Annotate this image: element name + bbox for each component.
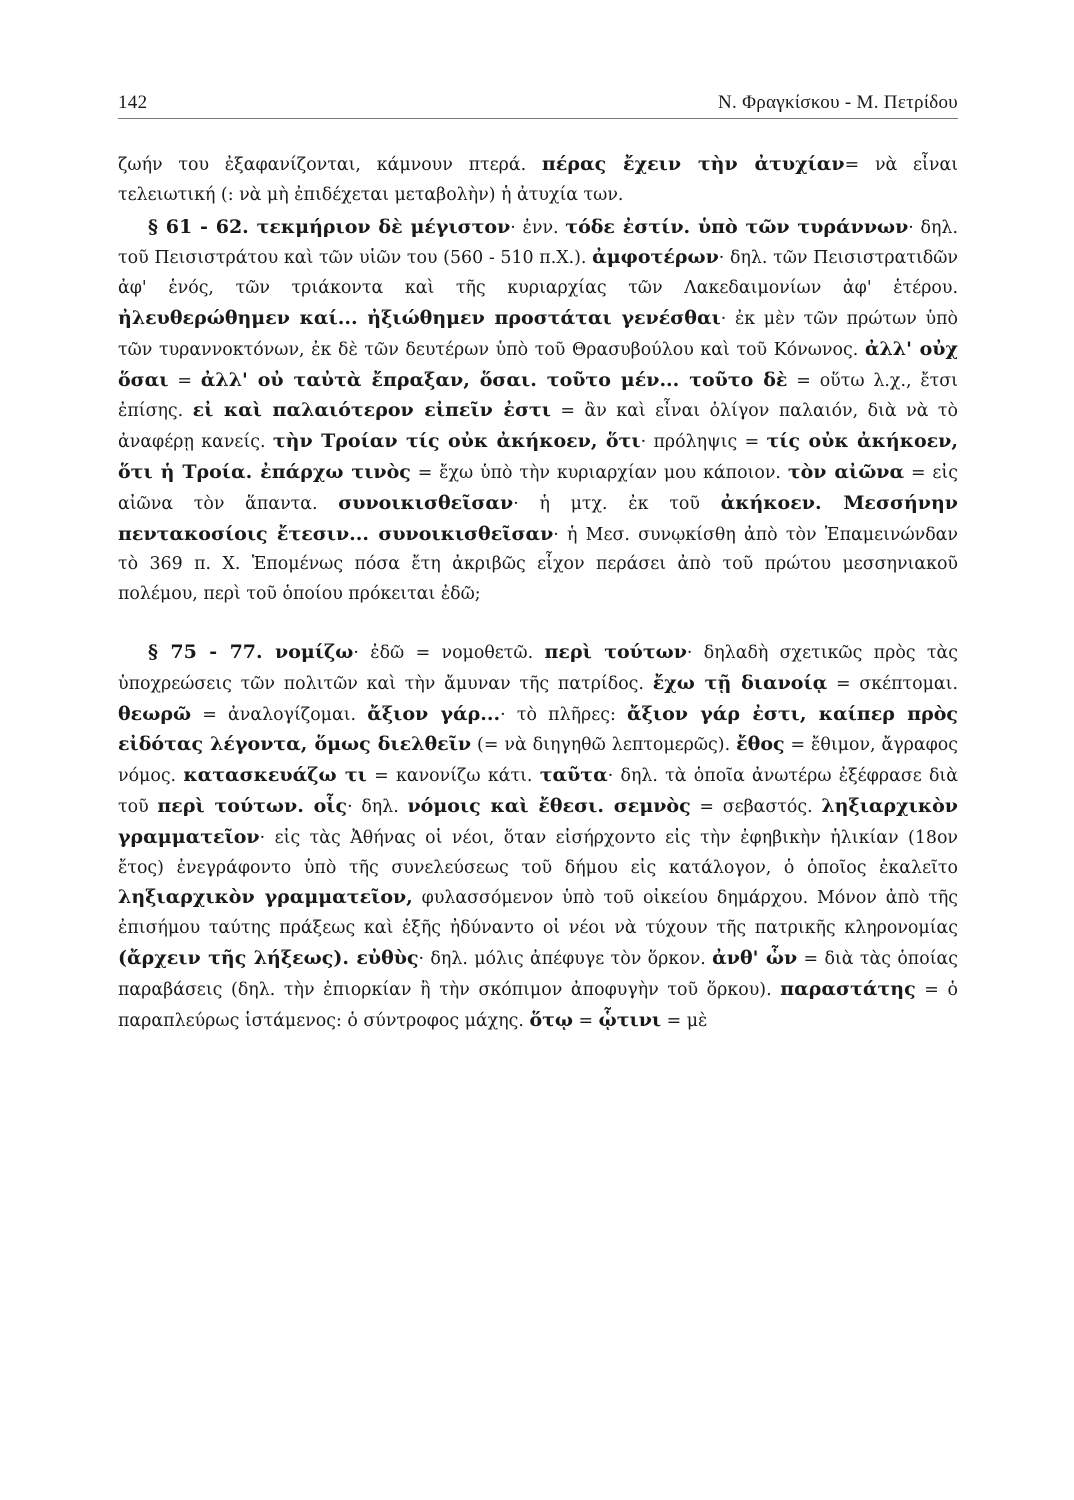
lemma-text: κατασκευάζω τι [183, 764, 367, 787]
gloss-text: = [573, 1010, 599, 1031]
gloss-text: · δηλ. τοῦ Πεισιστράτου καὶ τῶν υἱῶν του (560 - 510 π.Χ.). [118, 217, 958, 269]
gloss-text: = ὁ παραπλεύρως ἱστάμενος: ὁ σύντροφος μάχης. [118, 979, 958, 1031]
gloss-text: = ἂν καὶ εἶναι ὀλίγον παλαιόν, διὰ νὰ τὸ ἀναφέρῃ κανείς. [118, 401, 959, 453]
gloss-text: · δηλ. τῶν Πεισιστρατιδῶν ἀφ' ἑνός, τῶν τριάκοντα καὶ τῆς κυριαρχίας τῶν Λακεδαιμονίων ἀφ' ἑτέρου. [118, 248, 958, 299]
lemma-text: θεωρῶ [118, 702, 192, 725]
lemma-text: ἀνθ' ὧν [712, 946, 798, 969]
lemma-text: τὴν Τροίαν τίς οὐκ ἀκήκοεν, ὅτι [272, 430, 641, 453]
gloss-text: = σκέπτομαι. [827, 673, 958, 694]
gloss-text: = ἔθιμον, ἄγραφος νόμος. [118, 735, 959, 787]
gloss-text: · εἰς τὰς Ἀθήνας οἱ νέοι, ὅταν εἰσήρχοντο εἰς τὴν ἐφηβικὴν ἡλικίαν (18ον ἔτος) ἐνεγράφοντο ὑπὸ τῆς συνελεύσεως τοῦ δήμου εἰς κατάλογον, ὁ ὁποῖος ἐκαλεῖτο [118, 827, 958, 878]
gloss-text: = οὕτω λ.χ., ἔτσι ἐπίσης. [118, 370, 958, 422]
gloss-text: · ἐκ μὲν τῶν πρώτων ὑπὸ τῶν τυραννοκτόνων, ἐκ δὲ τῶν δευτέρων ὑπὸ τοῦ Θρασυβούλου καὶ τοῦ Κόνωνος. [118, 308, 958, 360]
gloss-text: · δηλ. [347, 796, 408, 817]
lemma-text: ἀλλ' οὐχ ὅσαι [118, 337, 958, 391]
lemma-text: ᾧτινι [598, 1008, 662, 1031]
lemma-text: ἀμφοτέρων [592, 246, 719, 269]
paragraph-3 [118, 638, 958, 1036]
lemma-text: ἄξιον γάρ ἐστι, καίπερ πρὸς εἰδότας λέγοντα, ὅμως διελθεῖν [118, 702, 958, 756]
page-number: 142 [118, 92, 148, 113]
gloss-text: = σεβαστός. [690, 796, 822, 817]
running-title: Ν. Φραγκίσκου - Μ. Πετρίδου [717, 92, 958, 113]
gloss-text: · ἡ μτχ. ἐκ τοῦ [513, 493, 721, 514]
lemma-text: ἠλευθερώθημεν καί... ἠξιώθημεν προστάται γενέσθαι [118, 306, 721, 329]
gloss-text: (= νὰ διηγηθῶ λεπτομερῶς). [471, 735, 737, 756]
gloss-text: = κανονίζω κάτι. [366, 766, 540, 787]
lemma-text: ἔθος [736, 733, 785, 756]
gloss-text: · πρόληψις = [640, 432, 767, 453]
lemma-text: συνοικισθεῖσαν [338, 491, 514, 514]
lemma-text: § 75 - 77. νομίζω [148, 640, 354, 663]
paragraph-2 [118, 213, 958, 610]
gloss-text: = [168, 370, 201, 391]
lemma-text: περὶ τούτων. οἷς [157, 794, 348, 817]
lemma-text: ἄξιον γάρ... [367, 702, 501, 725]
running-head [118, 92, 958, 119]
commentary-text [118, 150, 958, 1036]
gloss-text: = εἰς αἰῶνα τὸν ἅπαντα. [118, 462, 958, 514]
gloss-text: = μὲ [661, 1010, 708, 1031]
gloss-text: φυλασσόμενον ὑπὸ τοῦ οἰκείου δημάρχου. Μόνον ἀπὸ τῆς ἐπισήμου ταύτης πράξεως καὶ ἑξῆς ἠδύναντο οἱ νέοι νὰ τύχουν τῆς πατρικῆς κληρονομίας [118, 888, 958, 939]
lemma-text: ὅτῳ [529, 1008, 573, 1031]
gloss-text: · ἡ Μεσ. συνῳκίσθη ἀπὸ τὸν Ἐπαμεινώνδαν τὸ 369 π. Χ. Ἑπομένως πόσα ἔτη ἀκριβῶς εἶχον περάσει ἀπὸ τοῦ πρώτου μεσσηνιακοῦ πολέμου, περὶ τοῦ ὁποίου πρόκειται ἐδῶ; [118, 524, 959, 605]
gloss-text: = ἀναλογίζομαι. [191, 704, 368, 725]
gloss-text: = νὰ εἶναι τελειωτική (: νὰ μὴ ἐπιδέχεται μεταβολὴν) ἡ ἀτυχία των. [118, 155, 959, 205]
lemma-text: ἀλλ' οὐ ταὐτὰ ἔπραξαν, ὅσαι. τοῦτο μέν... τοῦτο δὲ [200, 368, 788, 391]
lemma-text: ληξιαρχικὸν γραμματεῖον, [118, 886, 413, 909]
lemma-text: παραστάτης [780, 977, 916, 1000]
gloss-text: = διὰ τὰς ὁποίας παραβάσεις (δηλ. τὴν ἐπιορκίαν ἢ τὴν σκόπιμον ἀποφυγὴν τοῦ ὅρκου). [118, 948, 958, 1000]
lemma-text: περὶ τούτων [544, 640, 687, 663]
gloss-text: = ἔχω ὑπὸ τὴν κυριαρχίαν μου κάποιον. [410, 462, 788, 483]
lemma-text: ληξιαρχικὸν γραμματεῖον [118, 794, 958, 848]
gloss-text: · δηλ. τὰ ὁποῖα ἀνωτέρω ἐξέφρασε διὰ τοῦ [118, 766, 958, 817]
lemma-text: § 61 - 62. τεκμήριον δὲ μέγιστον [148, 215, 511, 238]
lemma-text: τίς οὐκ ἀκήκοεν, ὅτι ἡ Τροία. ἐπάρχω τινὸς [118, 430, 958, 483]
gloss-text: · ἐνν. [510, 217, 566, 238]
lemma-text: (ἄρχειν τῆς λήξεως). εὐθὺς [118, 946, 419, 969]
lemma-text: εἰ καὶ παλαιότερον εἰπεῖν ἐστι [192, 399, 551, 422]
gloss-text: · ἐδῶ = νομοθετῶ. [353, 642, 545, 663]
lemma-text: τόδε ἐστίν. ὑπὸ τῶν τυράννων [565, 215, 909, 238]
lemma-text: πέρας ἔχειν τὴν ἀτυχίαν [541, 153, 845, 175]
paragraph-1 [118, 150, 958, 211]
gloss-text: ζωήν του ἐξαφανίζονται, κάμνουν πτερά. [118, 155, 542, 175]
lemma-text: ἀκήκοεν. Μεσσήνην πεντακοσίοις ἔτεσιν... συνοικισθεῖσαν [118, 491, 958, 545]
lemma-text: τὸν αἰῶνα [787, 460, 905, 483]
lemma-text: ἔχω τῇ διανοίᾳ [652, 671, 828, 694]
gloss-text: · τὸ πλῆρες: [500, 704, 628, 725]
gloss-text: · δηλαδὴ σχετικῶς πρὸς τὰς ὑποχρεώσεις τῶν πολιτῶν καὶ τὴν ἄμυναν τῆς πατρίδος. [118, 642, 958, 694]
gloss-text: · δηλ. μόλις ἀπέφυγε τὸν ὅρκον. [418, 948, 713, 969]
lemma-text: ταῦτα [539, 764, 608, 787]
lemma-text: νόμοις καὶ ἔθεσι. σεμνὸς [407, 794, 691, 817]
